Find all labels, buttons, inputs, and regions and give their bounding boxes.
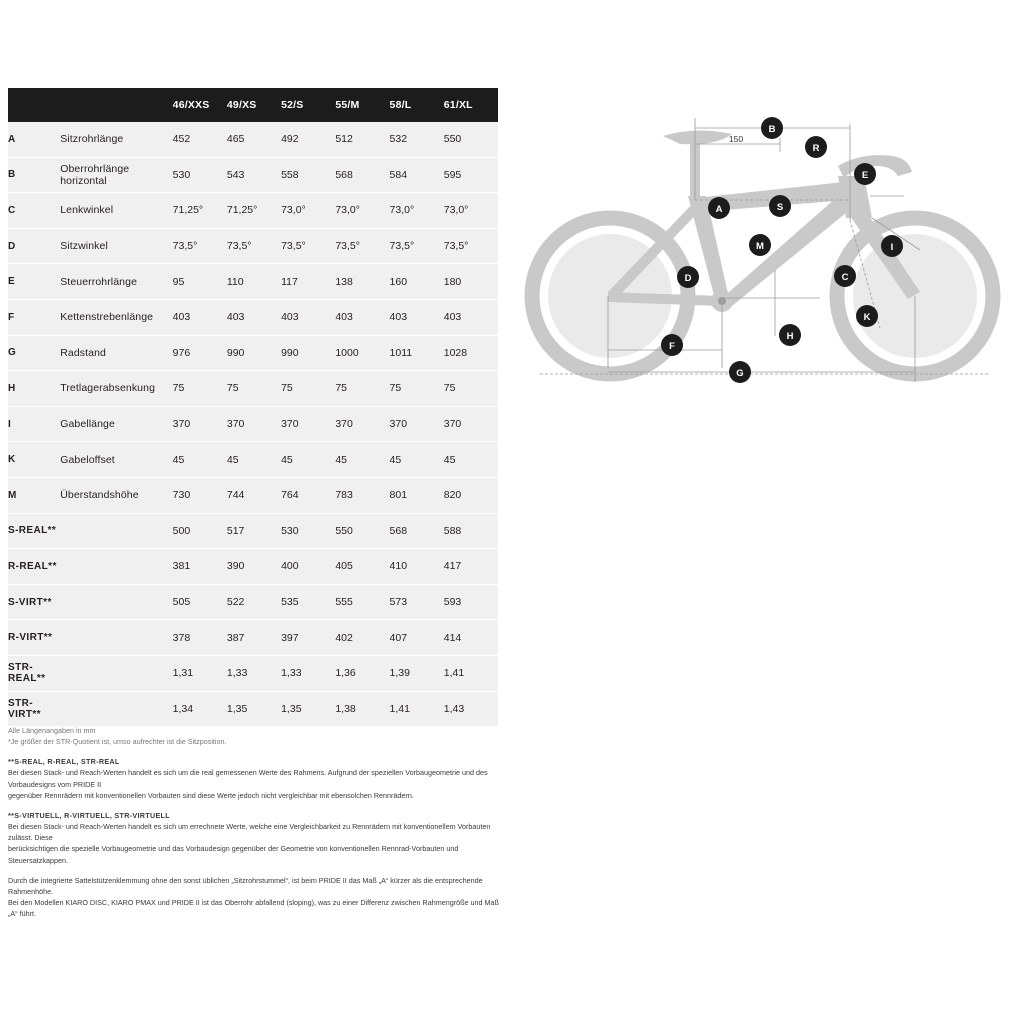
row-code: E xyxy=(8,276,16,288)
row-value: 535 xyxy=(281,596,299,609)
row-value: 517 xyxy=(226,524,245,537)
note-body-virt-2: berücksichtigen die spezielle Vorbaugeometrie und das Vorbaudesign gegenüber der Geometrie von konventionellen Rennrad-Vorbauten und Steuersatzkappen. xyxy=(8,844,459,865)
row-value: 370 xyxy=(226,418,245,431)
row-code: G xyxy=(8,347,17,359)
table-row xyxy=(8,406,498,442)
row-value: 160 xyxy=(389,275,408,288)
callout-G[interactable] xyxy=(729,361,751,383)
row-value: 370 xyxy=(172,418,191,431)
header-name xyxy=(60,88,172,122)
row-name: Überstandshöhe xyxy=(60,489,139,502)
row-code: I xyxy=(8,418,12,430)
row-value: 1011 xyxy=(389,346,413,359)
row-value: 75 xyxy=(335,382,347,395)
row-value: 73,0° xyxy=(389,204,415,217)
row-value: 730 xyxy=(172,489,191,502)
row-code: A xyxy=(8,133,16,145)
row-value: 573 xyxy=(389,596,408,609)
row-name xyxy=(60,691,172,727)
row-value: 532 xyxy=(389,133,408,146)
row-code: K xyxy=(8,454,16,466)
row-code: H xyxy=(8,382,16,394)
row-value: 403 xyxy=(443,311,462,324)
row-value: 500 xyxy=(172,524,191,537)
row-value: 405 xyxy=(335,560,353,573)
table-row xyxy=(8,691,498,727)
callout-label-F: F xyxy=(669,341,675,352)
callout-label-M: M xyxy=(756,241,764,252)
row-value: 530 xyxy=(281,524,299,537)
row-value: 417 xyxy=(443,560,462,573)
row-name: Oberrohrlänge horizontal xyxy=(60,162,130,187)
table-row xyxy=(8,335,498,371)
row-value: 403 xyxy=(389,311,408,324)
row-value: 1,35 xyxy=(226,702,248,715)
callout-K[interactable] xyxy=(856,305,878,327)
row-value: 110 xyxy=(226,275,244,288)
row-value: 403 xyxy=(335,311,353,324)
row-code: R-REAL** xyxy=(8,560,57,572)
row-value: 75 xyxy=(172,382,185,395)
row-name: Tretlagerabsenkung xyxy=(60,382,156,395)
table-row xyxy=(8,193,498,229)
callout-B[interactable] xyxy=(761,117,783,139)
geometry-table-container xyxy=(8,88,498,727)
row-value: 1,31 xyxy=(172,667,194,680)
row-value: 117 xyxy=(281,275,298,288)
row-value: 593 xyxy=(443,596,462,609)
row-value: 990 xyxy=(226,346,245,359)
row-value: 452 xyxy=(172,133,191,146)
row-name: Gabellänge xyxy=(60,418,115,431)
table-row xyxy=(8,513,498,549)
row-value: 764 xyxy=(281,489,299,502)
row-name xyxy=(60,620,172,656)
row-value: 410 xyxy=(389,560,408,573)
row-value: 492 xyxy=(281,133,299,146)
table-row xyxy=(8,228,498,264)
row-value: 588 xyxy=(443,524,462,537)
row-code: C xyxy=(8,204,16,216)
row-code: M xyxy=(8,489,17,501)
row-value: 522 xyxy=(226,596,245,609)
callout-label-E: E xyxy=(861,170,869,181)
row-value: 543 xyxy=(226,168,245,181)
row-value: 45 xyxy=(281,453,293,466)
row-name: Radstand xyxy=(60,346,106,359)
table-row xyxy=(8,655,498,691)
callout-label-H: H xyxy=(786,331,794,342)
row-value: 75 xyxy=(226,382,239,395)
row-code: STR-VIRT** xyxy=(8,697,41,720)
callout-label-R: R xyxy=(812,143,820,154)
row-value: 1,34 xyxy=(172,702,194,715)
row-value: 820 xyxy=(443,489,462,502)
row-value: 1,33 xyxy=(281,667,302,680)
callout-label-G: G xyxy=(736,368,744,379)
row-value: 1000 xyxy=(335,346,359,359)
row-value: 45 xyxy=(226,453,239,466)
row-value: 180 xyxy=(443,275,462,288)
row-value: 75 xyxy=(281,382,293,395)
row-value: 1,35 xyxy=(281,702,302,715)
callout-label-I: I xyxy=(890,242,894,253)
row-value: 584 xyxy=(389,168,408,181)
row-name xyxy=(60,549,172,585)
row-value: 75 xyxy=(443,382,456,395)
row-value: 378 xyxy=(172,631,191,644)
row-value: 505 xyxy=(172,596,191,609)
table-header xyxy=(8,88,498,122)
header-size-49xs: 49/XS xyxy=(226,99,257,111)
row-code: B xyxy=(8,169,16,181)
row-name xyxy=(60,513,172,549)
table-row xyxy=(8,584,498,620)
row-value: 45 xyxy=(335,453,347,466)
row-value: 73,5° xyxy=(443,240,469,253)
table-row xyxy=(8,442,498,478)
footnotes xyxy=(8,725,508,919)
row-value: 555 xyxy=(335,596,353,609)
row-value: 550 xyxy=(335,524,353,537)
row-value: 568 xyxy=(335,168,353,181)
row-value: 1,41 xyxy=(389,702,410,715)
row-code: STR-REAL** xyxy=(8,662,46,685)
note-body-seatclamp-2: Bei den Modellen KIARO DISC, KIARO PMAX und PRIDE II ist das Oberrohr abfallend (sloping), was zu einer Differenz zwischen Rahmengröße und Maß „A“ führt. xyxy=(8,898,499,919)
row-name: Sitzwinkel xyxy=(60,240,108,253)
callout-R[interactable] xyxy=(805,136,827,158)
table-row xyxy=(8,299,498,335)
row-value: 595 xyxy=(443,168,462,181)
row-value: 407 xyxy=(389,631,408,644)
callout-D[interactable] xyxy=(677,266,699,288)
row-value: 73,5° xyxy=(335,240,360,253)
row-value: 744 xyxy=(226,489,245,502)
header-size-58l: 58/L xyxy=(389,99,412,111)
row-value: 370 xyxy=(443,418,462,431)
callout-label-S: S xyxy=(776,202,784,213)
row-value: 512 xyxy=(335,133,353,146)
row-code: R-VIRT** xyxy=(8,632,53,644)
row-value: 95 xyxy=(172,275,185,288)
row-value: 45 xyxy=(443,453,456,466)
callout-label-C: C xyxy=(841,272,849,283)
row-value: 402 xyxy=(335,631,353,644)
row-value: 403 xyxy=(281,311,299,324)
note-heading-real: **S-REAL, R-REAL, STR-REAL xyxy=(8,757,120,767)
row-value: 73,5° xyxy=(172,240,198,253)
callout-H[interactable] xyxy=(779,324,801,346)
row-value: 1,33 xyxy=(226,667,248,680)
row-code: S-REAL** xyxy=(8,525,57,537)
callout-label-A: A xyxy=(715,204,723,215)
callout-label-D: D xyxy=(684,273,692,284)
table-row xyxy=(8,371,498,407)
row-name: Kettenstrebenlänge xyxy=(60,311,154,324)
note-body-virt-1: Bei diesen Stack- und Reach-Werten handelt es sich um errechnete Werte, welche eine Vergleichbarkeit zu Rennrädern mit konventionellem Vorbauten zulässt. Diese xyxy=(8,822,491,843)
row-value: 73,5° xyxy=(389,240,415,253)
callout-C[interactable] xyxy=(834,265,856,287)
geometry-table xyxy=(8,88,498,727)
row-value: 558 xyxy=(281,168,299,181)
row-value: 990 xyxy=(281,346,299,359)
row-value: 1,41 xyxy=(443,667,465,680)
row-name: Gabeloffset xyxy=(60,453,115,466)
row-value: 530 xyxy=(172,168,191,181)
table-row xyxy=(8,157,498,193)
row-code: D xyxy=(8,240,16,252)
note-body-real-2: gegenüber Rennrädern mit konventionellen Vorbauten sind diese Werte jedoch nicht vergleichbar mit ebensolchen Rennrädern. xyxy=(8,790,414,800)
note-body-seatclamp-1: Durch die integrierte Sattelstützenklemmung ohne den sonst üblichen „Sitzrohrstummel“, ist beim PRIDE II das Maß „A“ kürzer als die entsprechende Rahmenhöhe. xyxy=(8,875,483,896)
note-body-real-1: Bei diesen Stack- und Reach-Werten handelt es sich um die real gemessenen Werte des Rahmens. Aufgrund der speziellen Vorbaugeometrie und des Vorbaudesigns vom PRIDE II xyxy=(8,768,488,789)
header-size-55m: 55/M xyxy=(335,99,360,111)
bike-geometry-diagram xyxy=(520,100,1010,410)
row-value: 1,39 xyxy=(389,667,410,680)
row-value: 75 xyxy=(389,382,402,395)
table-header-row xyxy=(8,88,498,122)
row-value: 73,0° xyxy=(335,204,360,217)
row-code: S-VIRT** xyxy=(8,596,52,608)
table-row xyxy=(8,122,498,157)
row-value: 390 xyxy=(226,560,245,573)
row-name xyxy=(60,655,172,691)
callout-label-B: B xyxy=(768,124,776,135)
row-name xyxy=(60,584,172,620)
row-value: 370 xyxy=(335,418,353,431)
header-size-52s: 52/S xyxy=(281,99,304,111)
row-value: 138 xyxy=(335,275,353,288)
header-size-46xxs: 46/XXS xyxy=(172,99,210,111)
dimension-label-150: 150 xyxy=(728,134,744,144)
callout-A[interactable] xyxy=(708,197,730,219)
row-value: 783 xyxy=(335,489,353,502)
row-value: 1,38 xyxy=(335,702,356,715)
header-code xyxy=(8,88,60,122)
callout-F[interactable] xyxy=(661,334,683,356)
row-value: 403 xyxy=(226,311,245,324)
row-value: 1,43 xyxy=(443,702,465,715)
row-value: 71,25° xyxy=(226,204,258,217)
row-value: 397 xyxy=(281,631,299,644)
row-value: 71,25° xyxy=(172,204,204,217)
table-body xyxy=(8,122,498,727)
row-value: 801 xyxy=(389,489,408,502)
row-value: 976 xyxy=(172,346,191,359)
row-value: 1,36 xyxy=(335,667,356,680)
row-name: Steuerrohrlänge xyxy=(60,275,138,288)
table-row xyxy=(8,477,498,513)
row-value: 381 xyxy=(172,560,191,573)
row-value: 414 xyxy=(443,631,462,644)
table-row xyxy=(8,620,498,656)
row-value: 550 xyxy=(443,133,462,146)
row-value: 73,5° xyxy=(281,240,306,253)
row-value: 1028 xyxy=(443,346,468,359)
row-value: 45 xyxy=(172,453,185,466)
row-value: 45 xyxy=(389,453,402,466)
table-row xyxy=(8,549,498,585)
callout-I[interactable] xyxy=(881,235,903,257)
row-value: 73,0° xyxy=(281,204,306,217)
note-str: *Je größer der STR-Quotient ist, umso aufrechter ist die Sitzposition. xyxy=(8,737,227,747)
callout-M[interactable] xyxy=(749,234,771,256)
callout-E[interactable] xyxy=(854,163,876,185)
row-code: F xyxy=(8,311,15,323)
callout-S[interactable] xyxy=(769,195,791,217)
row-value: 370 xyxy=(389,418,408,431)
row-value: 568 xyxy=(389,524,408,537)
note-heading-virt: **S-VIRTUELL, R-VIRTUELL, STR-VIRTUELL xyxy=(8,810,170,820)
row-value: 73,0° xyxy=(443,204,469,217)
row-value: 73,5° xyxy=(226,240,252,253)
row-value: 370 xyxy=(281,418,299,431)
row-value: 400 xyxy=(281,560,299,573)
row-value: 387 xyxy=(226,631,245,644)
row-name: Lenkwinkel xyxy=(60,204,114,217)
callout-label-K: K xyxy=(863,312,871,323)
table-row xyxy=(8,264,498,300)
row-name: Sitzrohrlänge xyxy=(60,133,124,146)
note-units: Alle Längenangaben in mm xyxy=(8,726,96,735)
row-value: 465 xyxy=(226,133,245,146)
row-value: 403 xyxy=(172,311,191,324)
header-size-61xl: 61/XL xyxy=(443,99,473,111)
